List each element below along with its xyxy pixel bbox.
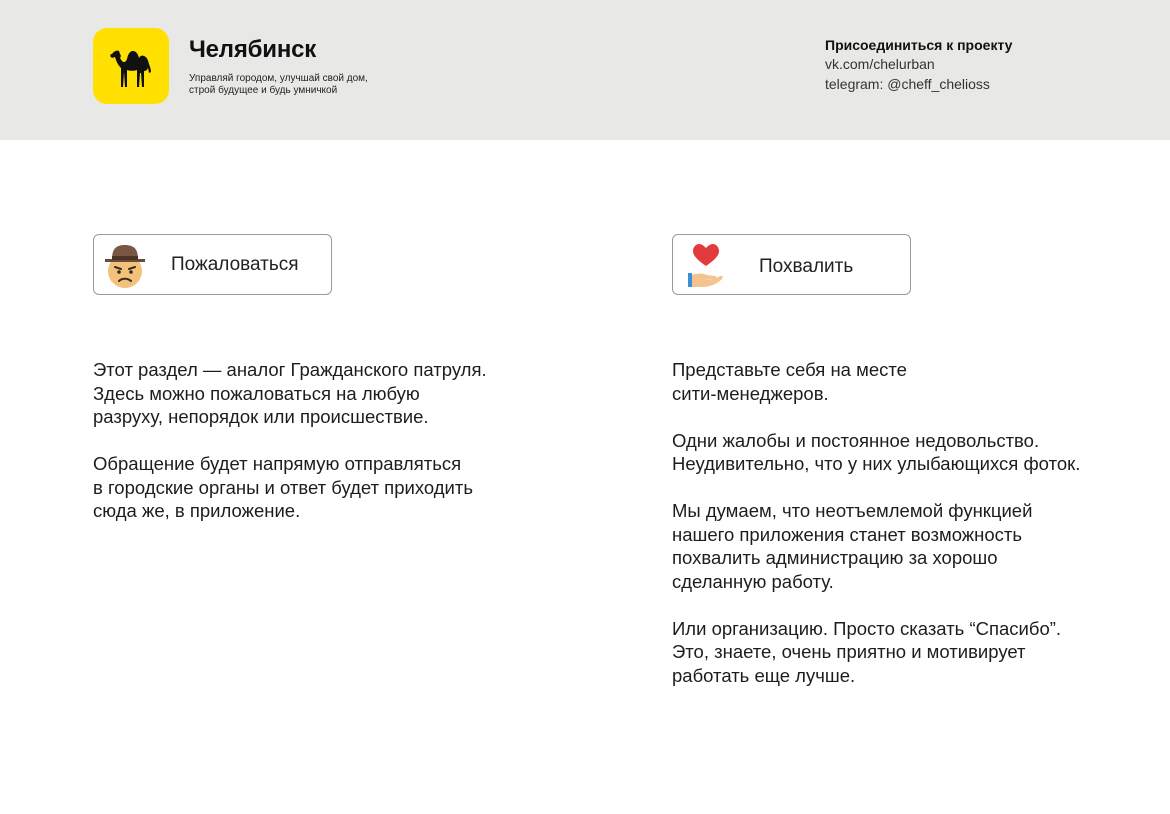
app-tagline	[189, 73, 409, 97]
paragraph	[672, 617, 1152, 688]
paragraph	[672, 499, 1152, 593]
complain-button[interactable]	[93, 234, 332, 295]
app-logo[interactable]	[93, 28, 169, 104]
text-line: Здесь можно пожаловаться на любую	[93, 382, 420, 404]
paragraph	[93, 358, 553, 429]
tagline-line: строй будущее и будь умничкой	[189, 85, 338, 96]
text-line: Или организацию. Просто сказать “Спасибо”.	[672, 617, 1062, 639]
hand-heart-icon	[681, 239, 731, 291]
tagline-line: Управляй городом, улучшай свой дом,	[189, 73, 368, 84]
text-line: Мы думаем, что неотъемлемой функцией	[672, 500, 1033, 521]
vk-link[interactable]: vk.com/chelurban	[825, 56, 935, 72]
text-line: Обращение будет напрямую отправляться	[93, 453, 462, 474]
camel-icon	[103, 41, 159, 91]
text-line: сити-менеджеров.	[672, 382, 829, 404]
contacts-block	[825, 37, 1012, 94]
page-header	[0, 0, 1170, 140]
text-line: Это, знаете, очень приятно и мотивирует	[672, 641, 1026, 662]
text-line: сделанную работу.	[672, 570, 834, 592]
text-line: нашего приложения станет возможность	[672, 523, 1023, 545]
text-line: разруху, непорядок или происшествие.	[93, 406, 429, 427]
text-line: Одни жалобы и постоянное недовольство.	[672, 429, 1040, 451]
complain-description	[93, 358, 553, 546]
text-line: сюда же, в приложение.	[93, 500, 301, 521]
contacts-title: Присоединиться к проекту	[825, 37, 1013, 53]
angry-face-hat-icon	[102, 239, 152, 291]
praise-description	[672, 358, 1152, 711]
text-line: похвалить администрацию за хорошо	[672, 547, 998, 568]
telegram-link[interactable]: telegram: @cheff_chelioss	[825, 76, 990, 92]
text-line: Неудивительно, что у них улыбающихся фоток.	[672, 453, 1081, 474]
text-line: в городские органы и ответ будет приходить	[93, 476, 473, 498]
paragraph	[672, 429, 1152, 476]
praise-button-label: Похвалить	[759, 256, 854, 277]
app-title: Челябинск	[189, 36, 317, 63]
text-line: Представьте себя на месте	[672, 359, 907, 380]
paragraph	[93, 452, 553, 523]
text-line: Этот раздел — аналог Гражданского патруля.	[93, 359, 487, 380]
text-line: работать еще лучше.	[672, 664, 856, 686]
paragraph	[672, 358, 1152, 405]
praise-button[interactable]	[672, 234, 911, 295]
complain-button-label: Пожаловаться	[171, 254, 299, 275]
